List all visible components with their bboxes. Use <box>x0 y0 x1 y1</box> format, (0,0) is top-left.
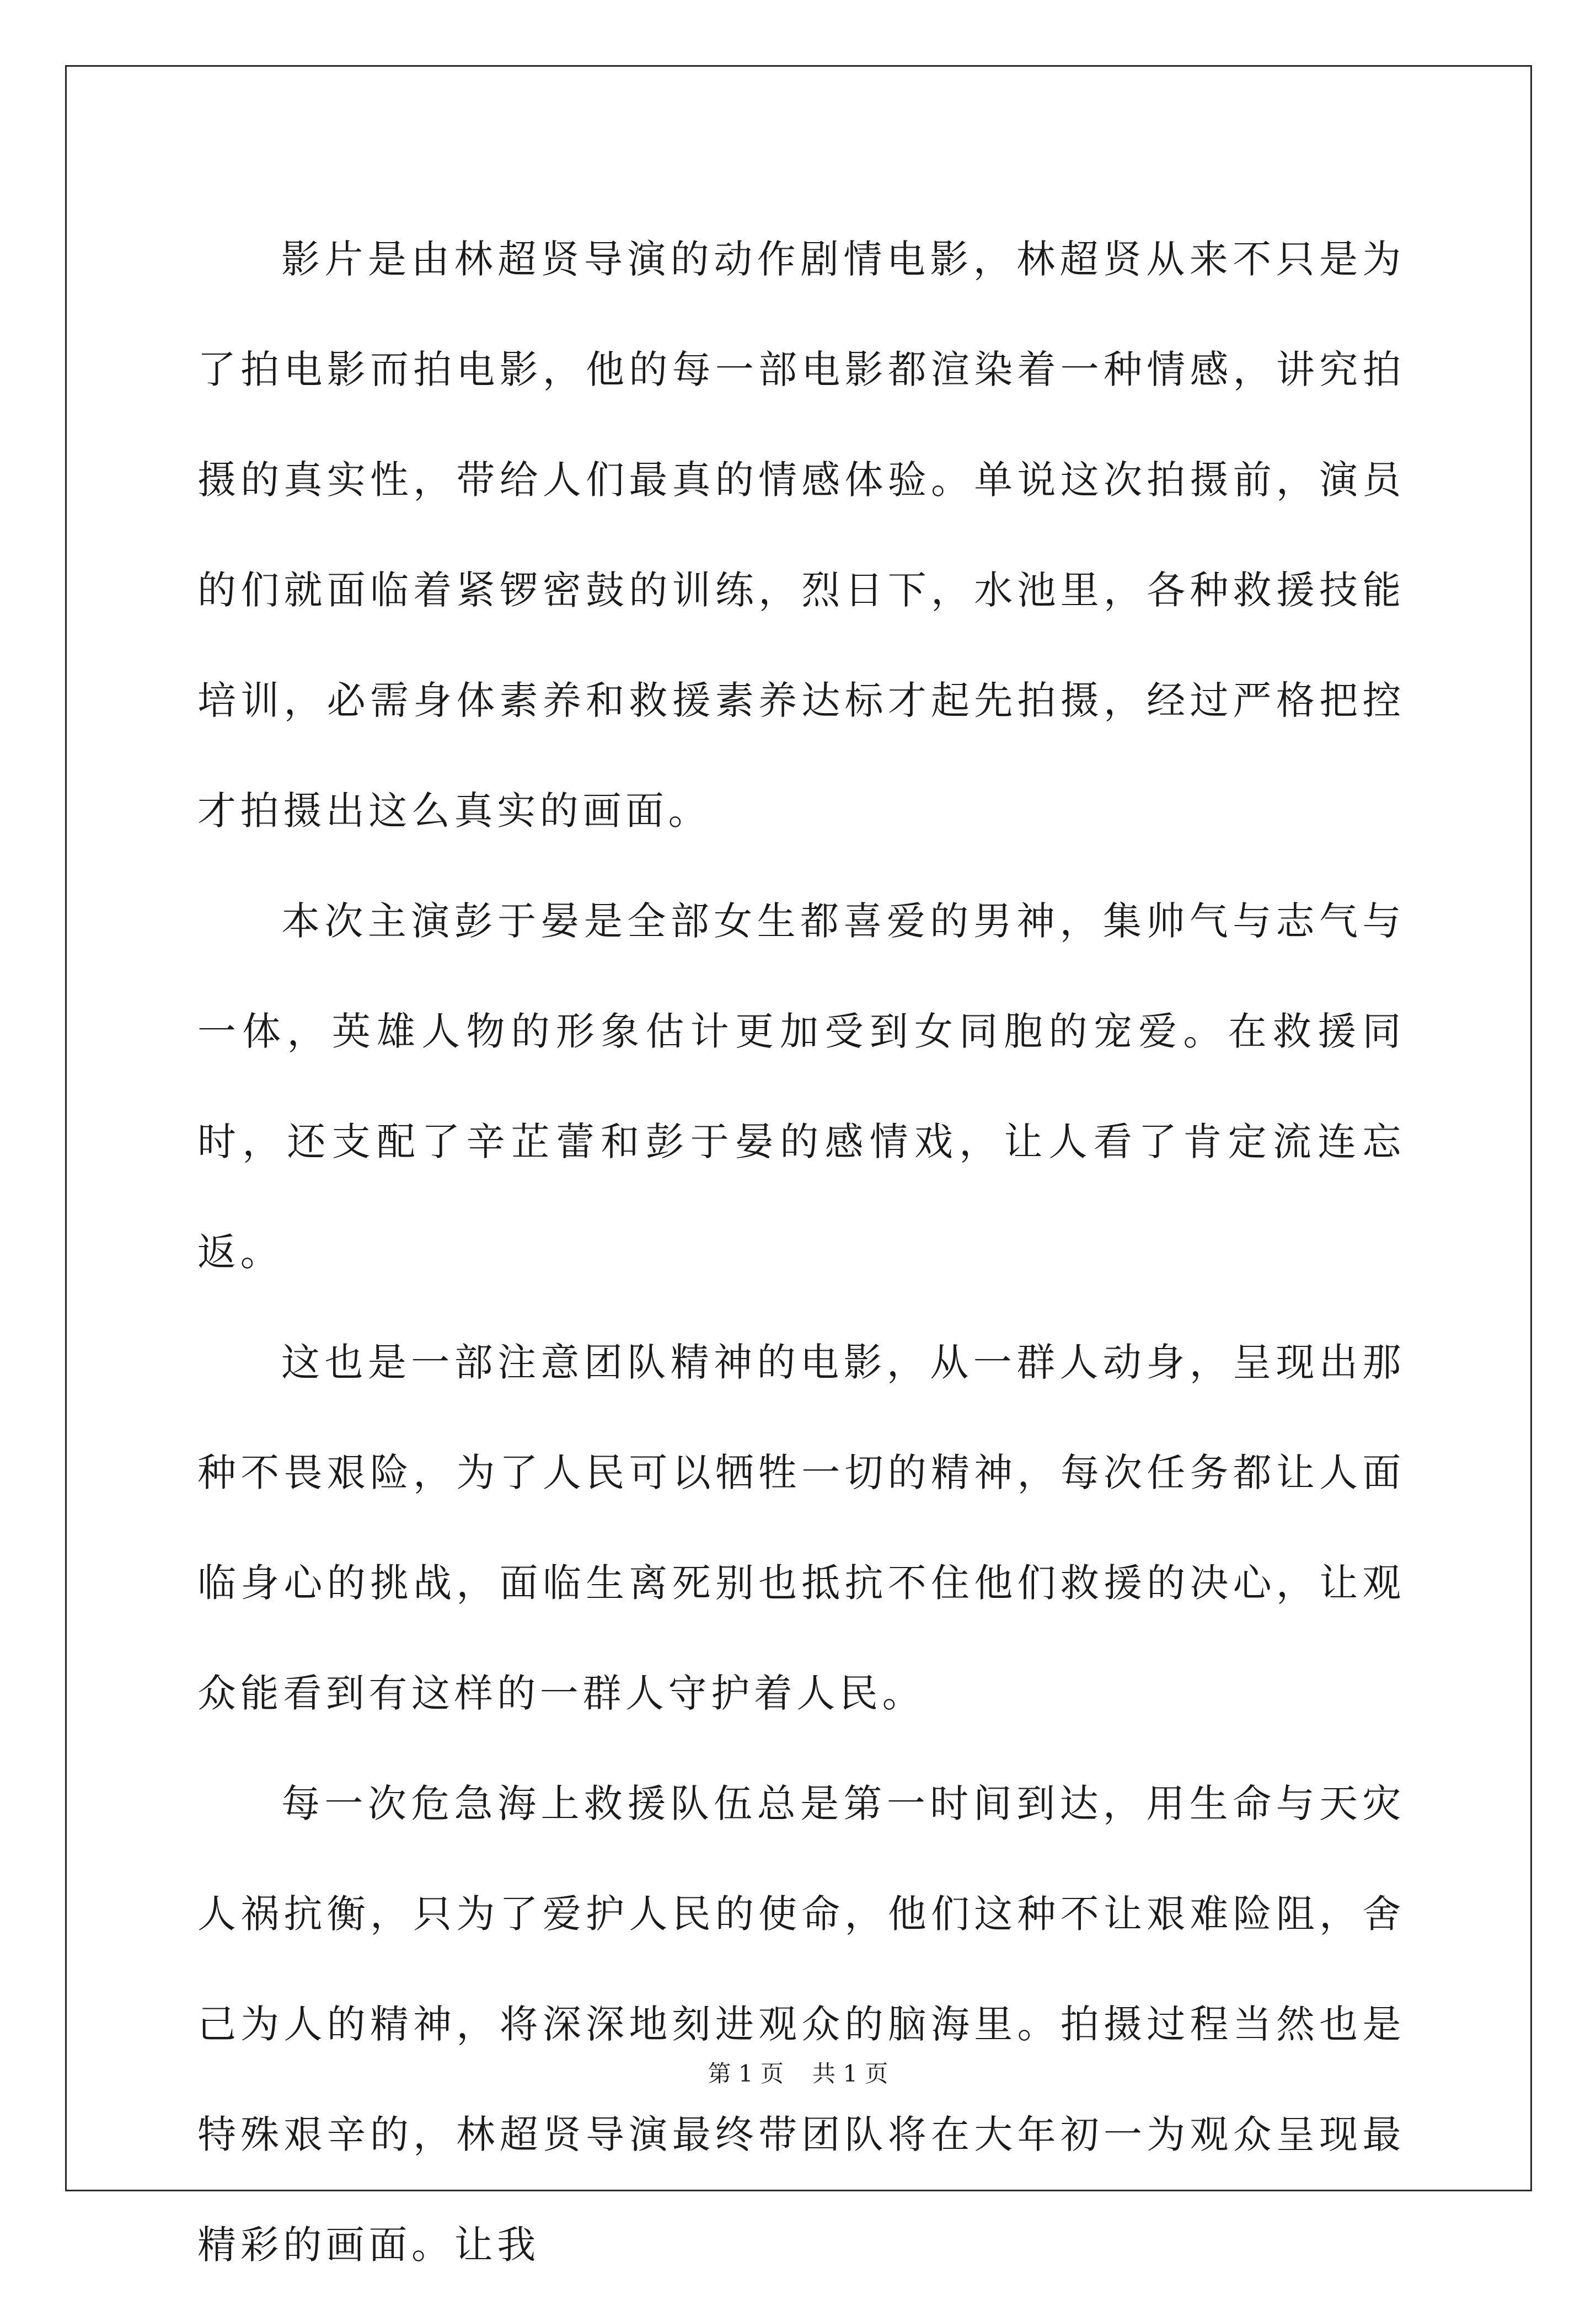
page-footer <box>0 2057 1596 2090</box>
document-body <box>197 204 1405 2300</box>
paragraph-3: 这也是一部注意团队精神的电影，从一群人动身，呈现出那种不畏艰险，为了人民可以牺牲一切的精神，每次任务都让人面临身心的挑战，面临生离死别也抵抗不住他们救援的决心，让观众能看到有这样的一群人守护着人民。 <box>197 1340 1405 1716</box>
page-total: 共 1 页 <box>812 2060 888 2087</box>
paragraph-4: 每一次危急海上救援队伍总是第一时间到达，用生命与天灾人祸抗衡，只为了爱护人民的使命，他们这种不让艰难险阻，舍己为人的精神，将深深地刻进观众的脑海里。拍摄过程当然也是特殊艰辛的，林超贤导演最终带团队将在大年初一为观众呈现最精彩的画面。让我 <box>197 1781 1405 2267</box>
paragraph-2: 本次主演彭于晏是全部女生都喜爱的男神，集帅气与志气与一体，英雄人物的形象估计更加受到女同胞的宠爱。在救援同时，还支配了辛芷蕾和彭于晏的感情戏，让人看了肯定流连忘返。 <box>197 898 1405 1275</box>
paragraph-1: 影片是由林超贤导演的动作剧情电影，林超贤从来不只是为了拍电影而拍电影，他的每一部电影都渲染着一种情感，讲究拍摄的真实性，带给人们最真的情感体验。单说这次拍摄前，演员的们就面临着紧锣密鼓的训练，烈日下，水池里，各种救援技能培训，必需身体素养和救援素养达标才起先拍摄，经过严格把控才拍摄出这么真实的画面。 <box>197 237 1405 833</box>
page-number: 第 1 页 <box>708 2060 784 2087</box>
